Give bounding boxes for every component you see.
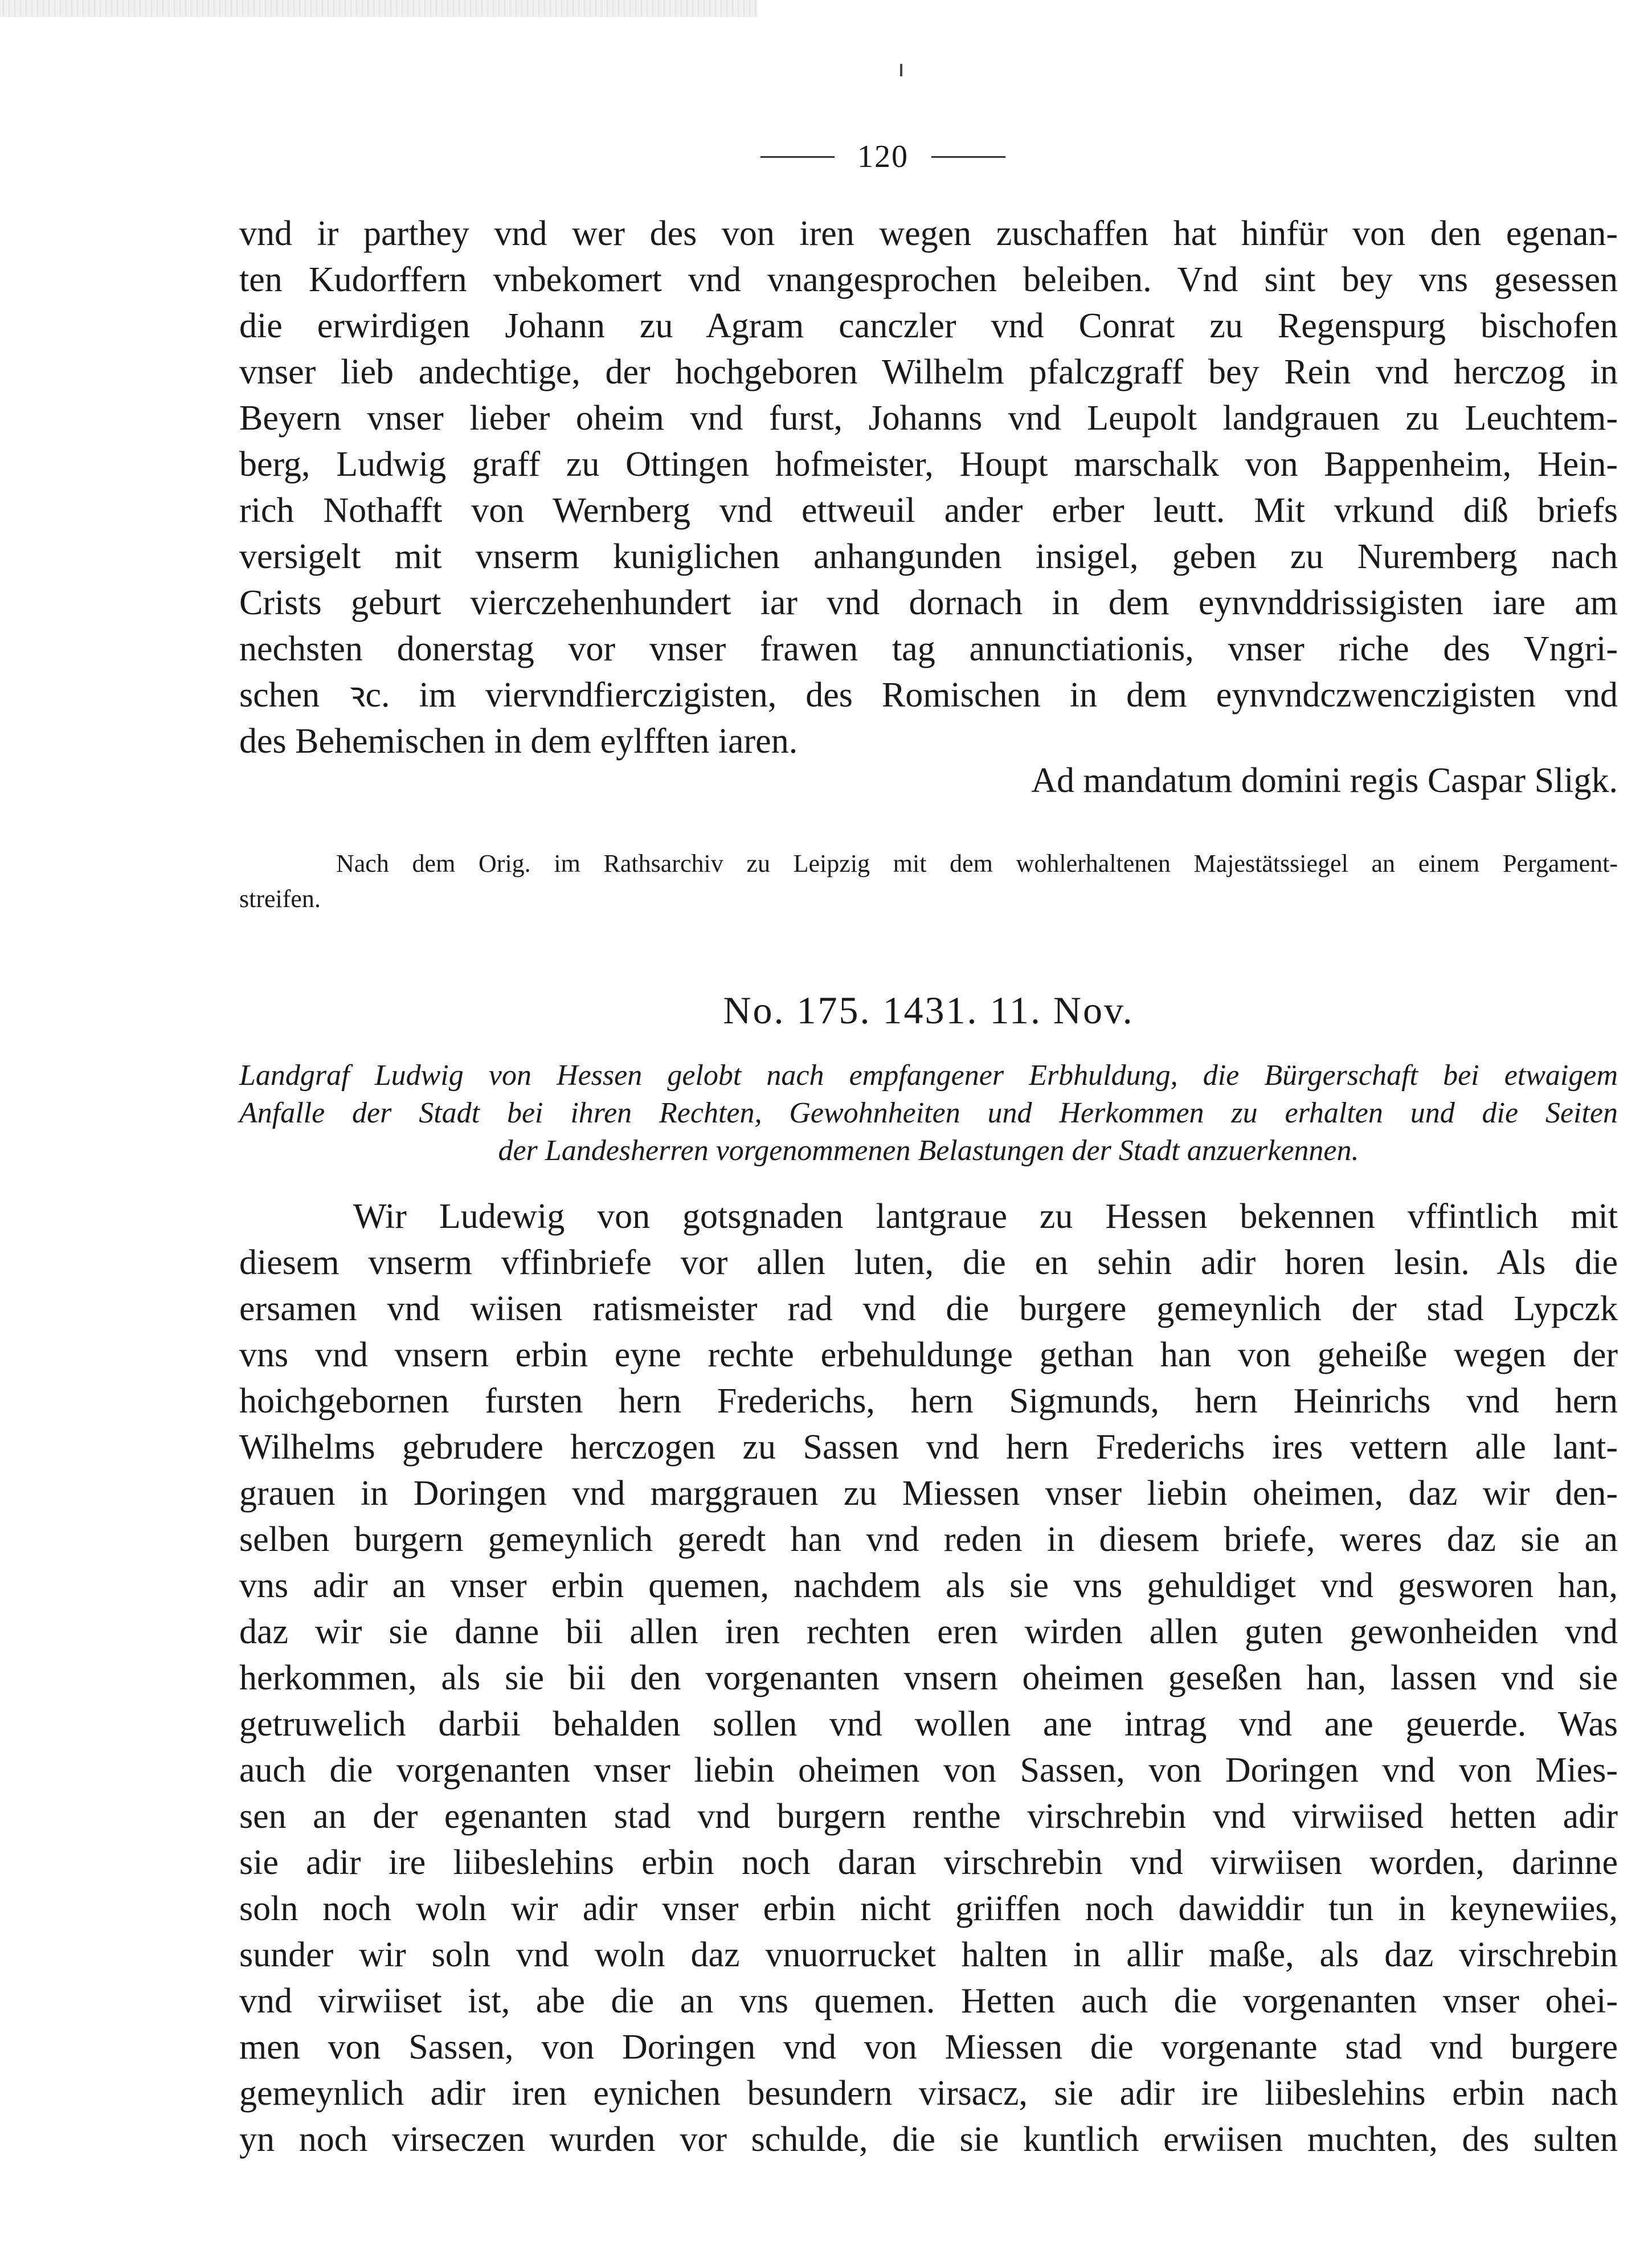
print-mark (900, 64, 902, 76)
text-line: vnd virwiiset ist, abe die an vns quemen. Hetten auch die vorgenanten vnser ohei- (239, 1982, 1618, 2020)
text-line: nechsten donerstag vor vnser frawen tag annunctiationis, vnser riche des Vngri- (239, 630, 1618, 668)
source-note-line: streifen. (239, 885, 321, 913)
text-line: selben burgern gemeynlich geredt han vnd reden in diesem briefe, weres daz sie an (239, 1520, 1618, 1559)
text-line: Crists geburt vierczehenhundert iar vnd dornach in dem eynvnddrissigisten iare am (239, 583, 1618, 622)
text-line: rich Nothafft von Wernberg vnd ettweuil ander erber leutt. Mit vrkund diß briefs (239, 491, 1618, 530)
source-note (239, 846, 1618, 917)
text-line: des Behemischen in dem eylfften iaren. (239, 722, 798, 761)
text-line: vns vnd vnsern erbin eyne rechte erbehuldunge gethan han von geheiße wegen der (239, 1336, 1618, 1374)
text-line: yn noch virseczen wurden vor schulde, die sie kuntlich erwiisen muchten, des sulten (239, 2120, 1618, 2159)
scan-edge-artifact (0, 0, 758, 17)
text-line: men von Sassen, von Doringen vnd von Miessen die vorgenante stad vnd burgere (239, 2028, 1618, 2067)
text-line: schen ꝛc. im viervndfierczigisten, des Romischen in dem eynvndczwenczigisten vnd (239, 676, 1618, 714)
document-175-text (239, 1194, 1618, 2163)
source-note-line: Nach dem Orig. im Rathsarchiv zu Leipzig mit dem wohlerhaltenen Majestätssiegel an einem Pergament- (336, 850, 1618, 877)
text-line: berg, Ludwig graff zu Ottingen hofmeister, Houpt marschalk von Bappenheim, Hein- (239, 445, 1618, 484)
page-header (712, 137, 1054, 177)
text-line: die erwirdigen Johann zu Agram canczler vnd Conrat zu Regenspurg bischofen (239, 307, 1618, 345)
text-line: hoichgebornen fursten hern Frederichs, hern Sigmunds, hern Heinrichs vnd hern (239, 1382, 1618, 1420)
signature: Ad mandatum domini regis Caspar Sligk. (1031, 761, 1618, 800)
text-line: Beyern vnser lieber oheim vnd furst, Johanns vnd Leupolt landgrauen zu Leuchtem- (239, 399, 1618, 438)
document-heading: No. 175. 1431. 11. Nov. (723, 989, 1134, 1032)
text-line: herkommen, als sie bii den vorgenanten vnsern oheimen geseßen han, lassen vnd sie (239, 1659, 1618, 1697)
header-rule-right (931, 156, 1005, 158)
page-number: 120 (857, 139, 909, 174)
text-line: sie adir ire liibeslehins erbin noch daran virschrebin vnd virwiisen worden, darinne (239, 1843, 1618, 1882)
summary-line: Landgraf Ludwig von Hessen gelobt nach empfangener Erbhuldung, die Bürgerschaft bei etwaigem (239, 1059, 1618, 1092)
text-line: diesem vnserm vffinbriefe vor allen luten, die en sehin adir horen lesin. Als die (239, 1243, 1618, 1282)
text-line: soln noch woln wir adir vnser erbin nicht griiffen noch dawiddir tun in keynewiies, (239, 1889, 1618, 1928)
document-summary (239, 1057, 1618, 1170)
text-line: vnd ir parthey vnd wer des von iren wegen zuschaffen hat hinfür von den egenan- (239, 214, 1618, 253)
summary-line: der Landesherren vorgenommenen Belastungen der Stadt anzuerkennen. (498, 1134, 1359, 1167)
text-line: Wilhelms gebrudere herczogen zu Sassen vnd hern Frederichs ires vettern alle lant- (239, 1428, 1618, 1467)
text-line: Wir Ludewig von gotsgnaden lantgraue zu Hessen bekennen vffintlich mit (353, 1197, 1618, 1236)
header-rule-left (760, 156, 835, 158)
signature-block (239, 758, 1618, 804)
text-line: gemeynlich adir iren eynichen besundern virsacz, sie adir ire liibeslehins erbin nach (239, 2074, 1618, 2113)
text-line: sunder wir soln vnd woln daz vnuorrucket halten in allir maße, als daz virschrebin (239, 1936, 1618, 1974)
text-line: vns adir an vnser erbin quemen, nachdem als sie vns gehuldiget vnd gesworen han, (239, 1566, 1618, 1605)
text-line: grauen in Doringen vnd marggrauen zu Miessen vnser liebin oheimen, daz wir den- (239, 1474, 1618, 1513)
text-line: getruwelich darbii behalden sollen vnd wollen ane intrag vnd ane geuerde. Was (239, 1705, 1618, 1743)
text-line: auch die vorgenanten vnser liebin oheimen von Sassen, von Doringen vnd von Mies- (239, 1751, 1618, 1790)
text-line: versigelt mit vnserm kuniglichen anhangunden insigel, geben zu Nuremberg nach (239, 537, 1618, 576)
text-line: ten Kudorffern vnbekomert vnd vnangesprochen beleiben. Vnd sint bey vns gesessen (239, 260, 1618, 299)
text-line: sen an der egenanten stad vnd burgern renthe virschrebin vnd virwiised hetten adir (239, 1797, 1618, 1836)
text-line: daz wir sie danne bii allen iren rechten eren wirden allen guten gewonheiden vnd (239, 1612, 1618, 1651)
text-line: vnser lieb andechtige, der hochgeboren Wilhelm pfalczgraff bey Rein vnd herczog in (239, 353, 1618, 391)
document-174-text (239, 211, 1618, 765)
text-line: ersamen vnd wiisen ratismeister rad vnd die burgere gemeynlich der stad Lypczk (239, 1289, 1618, 1328)
summary-line: Anfalle der Stadt bei ihren Rechten, Gewohnheiten und Herkommen zu erhalten und die Seiten (239, 1097, 1618, 1129)
